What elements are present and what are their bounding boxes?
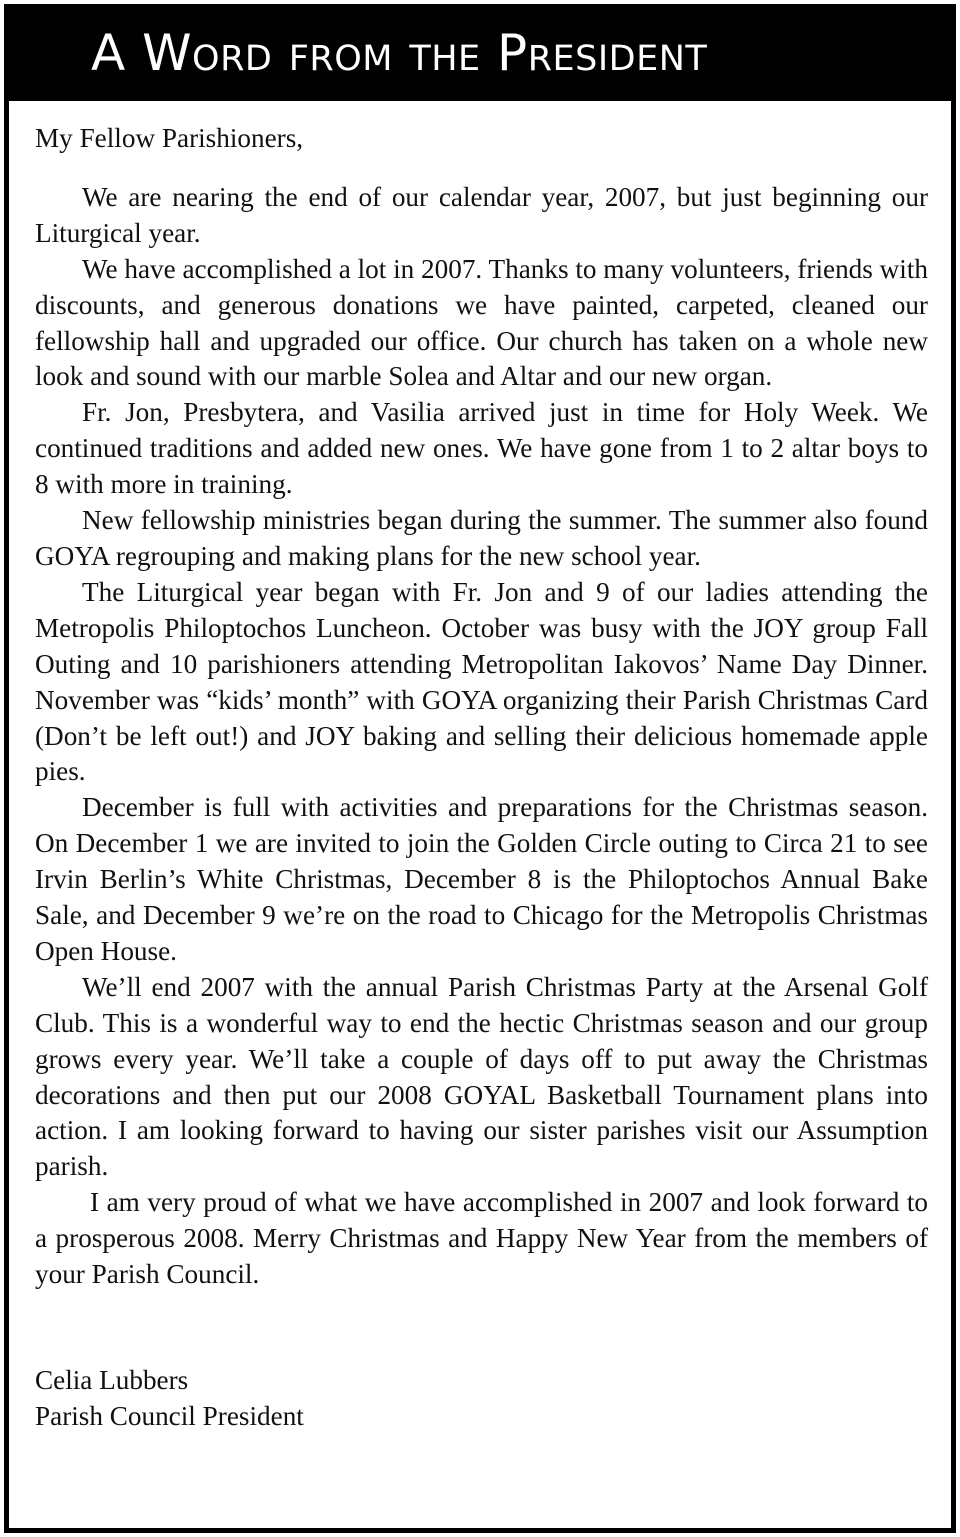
signature-block — [35, 1363, 928, 1435]
letter-paragraph: We’ll end 2007 with the annual Parish Christmas Party at the Arsenal Golf Club. This is a wonderful way to end the hectic Christmas season and our group grows every year. We’ll take a couple of days off to put away the Christmas decorations and then put our 2008 GOYAL Basketball Tournament plans into action. I am looking forward to having our sister parishes visit our Assumption parish. — [35, 971, 928, 1182]
letter-paragraph: We are nearing the end of our calendar year, 2007, but just beginning our Liturgical year. — [35, 181, 928, 248]
letter-body — [35, 121, 928, 1435]
letter-paragraph: Fr. Jon, Presbytera, and Vasilia arrived just in time for Holy Week. We continued traditions and added new ones. We have gone from 1 to 2 altar boys to 8 with more in training. — [35, 397, 928, 500]
letter-paragraph: We have accomplished a lot in 2007. Thanks to many volunteers, friends with discounts, and generous donations we have painted, carpeted, cleaned our fellowship hall and upgraded our office. Our church has taken on a whole new look and sound with our marble Solea and Altar and our new organ. — [35, 253, 928, 392]
letter-paragraph: I am very proud of what we have accomplished in 2007 and look forward to a prosperous 2008. Merry Christmas and Happy New Year from the members of your Parish Council. — [35, 1187, 928, 1290]
newsletter-article-frame — [4, 4, 956, 1533]
salutation: My Fellow Parishioners, — [35, 123, 304, 153]
letter-paragraph: New fellowship ministries began during the summer. The summer also found GOYA regrouping and making plans for the new school year. — [35, 505, 928, 571]
title-banner — [9, 9, 951, 101]
signer-name: Celia Lubbers — [35, 1365, 189, 1395]
letter-paragraph: December is full with activities and preparations for the Christmas season. On December 1 we are invited to join the Golden Circle outing to Circa 21 to see Irvin Berlin’s White Christmas, December 8 is the Philoptochos Annual Bake Sale, and December 9 we’re on the road to Chicago for the Metropolis Christmas Open House. — [35, 792, 928, 966]
article-title: A Word from the President — [91, 24, 708, 82]
signer-title: Parish Council President — [35, 1400, 304, 1431]
letter-paragraph: The Liturgical year began with Fr. Jon and 9 of our ladies attending the Metropolis Philoptochos Luncheon. October was busy with the JOY group Fall Outing and 10 parishioners attending Metropolitan Iakovos’ Name Day Dinner. November was “kids’ month” with GOYA organizing their Parish Christmas Card (Don’t be left out!) and JOY baking and selling their delicious homemade apple pies. — [35, 576, 928, 787]
